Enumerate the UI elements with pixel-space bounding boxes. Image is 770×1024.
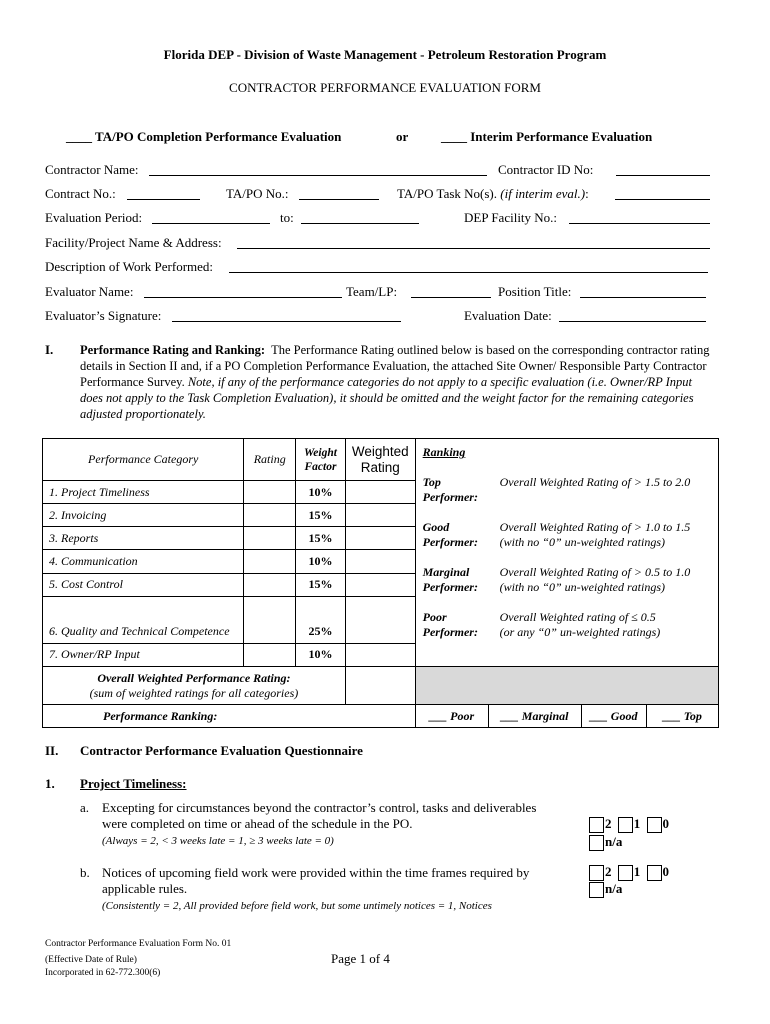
rating-cell-6[interactable] [244, 596, 296, 643]
facility-name-label: Facility/Project Name & Address: [45, 235, 222, 250]
weighted-cell-7[interactable] [345, 643, 415, 666]
item-a-choice-na: n/a [605, 834, 623, 849]
evaluator-signature-label: Evaluator’s Signature: [45, 308, 162, 323]
rank-option-poor[interactable]: ___ Poor [416, 705, 489, 727]
ranking-legend [415, 439, 718, 667]
rank-poor-desc2: (or any “0” un-weighted ratings) [499, 625, 661, 639]
footer-info [45, 938, 231, 980]
evaluator-row [45, 284, 710, 300]
performance-ranking-label: Performance Ranking: [43, 705, 416, 728]
overall-rating-title: Overall Weighted Performance Rating: [97, 670, 291, 685]
weight-2: 15% [296, 504, 346, 527]
rating-cell-2[interactable] [244, 504, 296, 527]
contractor-name-label: Contractor Name: [45, 162, 139, 177]
rank-option-marginal[interactable]: ___ Marginal [489, 705, 582, 727]
ranking-heading: Ranking [422, 445, 466, 459]
item-b-na [589, 881, 622, 898]
description-field[interactable] [229, 272, 708, 273]
item-b-choice-2: 2 [605, 864, 612, 879]
facility-row [45, 235, 710, 251]
rank-poor-desc [500, 610, 661, 640]
item-a-text [102, 800, 536, 849]
section1-note: Note, if any of the performance categories do not apply to a specific evaluation (i.e. Owner/RP Input does not apply to the Task Completion Evaluation), it should be omitted and the weight factor for the remaining categories adjusted proportionately. [80, 375, 694, 421]
section1-paragraph [80, 342, 710, 422]
evaluator-name-label: Evaluator Name: [45, 284, 134, 299]
category-7: 7. Owner/RP Input [43, 643, 244, 666]
period-end-field[interactable] [301, 223, 419, 224]
weighted-cell-6[interactable] [345, 596, 415, 643]
weight-5: 15% [296, 573, 346, 596]
item-b-choice-0: 0 [662, 864, 669, 879]
weighted-cell-1[interactable] [345, 481, 415, 504]
item-b-hint: (Consistently = 2, All provided before field work, but some untimely notices = 1, Notices [102, 900, 492, 912]
section1-text: The Performance Rating outlined below is based on the corresponding contractor rating details in Section II and, if a PO Completion Performance Evaluation, the attached Site Owner/ Responsible Party Contractor Performance Survey. [80, 343, 710, 389]
interim-label: Interim Performance Evaluation [470, 129, 653, 144]
completion-label: TA/PO Completion Performance Evaluation [95, 129, 342, 144]
rank-good-desc1: Overall Weighted Rating of > 1.0 to 1.5 [499, 520, 691, 534]
rating-cell-1[interactable] [244, 481, 296, 504]
evaluator-name-field[interactable] [144, 297, 342, 298]
rank-option-top[interactable]: ___ Top [662, 709, 702, 723]
completion-blank: ____ [66, 129, 92, 144]
interim-blank: ____ [441, 129, 467, 144]
description-label: Description of Work Performed: [45, 259, 214, 274]
rank-marginal-desc1: Overall Weighted Rating of > 0.5 to 1.0 [499, 565, 691, 579]
item-b-box-2[interactable] [589, 865, 604, 881]
overall-rating-label [43, 667, 346, 705]
performance-table [42, 438, 719, 728]
item-b-box-0[interactable] [647, 865, 662, 881]
contract-no-field[interactable] [127, 199, 200, 200]
dep-facility-field[interactable] [569, 223, 710, 224]
item-b-choices [589, 864, 669, 881]
rank-marginal-desc [500, 565, 691, 595]
interim-eval-option[interactable] [441, 129, 652, 145]
header-rating: Rating [244, 439, 296, 481]
item-a-choices [589, 816, 669, 833]
ranking-options [415, 705, 718, 728]
item-a-text1: Excepting for circumstances beyond the contractor’s control, tasks and deliverables [102, 800, 537, 815]
category-2: 2. Invoicing [43, 504, 244, 527]
item-b-box-na[interactable] [589, 882, 604, 898]
q1-number: 1. [45, 776, 55, 791]
weighted-cell-4[interactable] [345, 550, 415, 573]
rating-cell-4[interactable] [244, 550, 296, 573]
item-b-text [102, 865, 529, 914]
period-row [45, 210, 710, 226]
q1-heading: Project Timeliness: [80, 776, 187, 791]
completion-eval-option[interactable] [66, 129, 341, 145]
section1-number: I. [45, 342, 54, 357]
evaluator-signature-field[interactable] [172, 321, 401, 322]
form-title: CONTRACTOR PERFORMANCE EVALUATION FORM [229, 80, 541, 95]
item-b-choice-na: n/a [605, 881, 623, 896]
evaluation-date-label: Evaluation Date: [464, 308, 552, 323]
category-6: 6. Quality and Technical Competence [43, 596, 244, 643]
contractor-row [45, 162, 710, 178]
team-lp-field[interactable] [411, 297, 491, 298]
position-title-label: Position Title: [498, 284, 572, 299]
footer-incorporated: Incorporated in 62-772.300(6) [45, 968, 161, 978]
category-1: 1. Project Timeliness [43, 481, 244, 504]
section1-heading: Performance Rating and Ranking: [80, 343, 266, 357]
section2-heading: Contractor Performance Evaluation Questionnaire [80, 743, 363, 758]
header-weight-factor: Weight Factor [296, 439, 346, 481]
tapo-task-text: TA/PO Task No(s). [397, 186, 498, 201]
overall-rating-cell[interactable] [345, 667, 415, 705]
item-a-box-0[interactable] [647, 817, 662, 833]
item-a-letter: a. [80, 800, 90, 815]
team-lp-label: Team/LP: [346, 284, 398, 299]
evaluation-date-field[interactable] [559, 321, 706, 322]
rank-top-desc: Overall Weighted Rating of > 1.5 to 2.0 [499, 475, 691, 489]
overall-rating-sub: (sum of weighted ratings for all categories) [89, 685, 299, 700]
rank-good-desc [500, 520, 691, 550]
period-start-field[interactable] [152, 223, 270, 224]
item-a-hint: (Always = 2, < 3 weeks late = 1, ≥ 3 weeks late = 0) [102, 835, 334, 847]
rank-poor-label: Poor Performer: [422, 610, 478, 639]
weighted-cell-2[interactable] [345, 504, 415, 527]
rank-good-desc2: (with no “0” un-weighted ratings) [499, 535, 665, 549]
rating-cell-7[interactable] [244, 643, 296, 666]
category-5: 5. Cost Control [43, 573, 244, 596]
item-b-text1: Notices of upcoming field work were provided within the time frames required by [102, 865, 530, 880]
rank-poor-desc1: Overall Weighted rating of ≤ 0.5 [499, 610, 656, 624]
weight-4: 10% [296, 550, 346, 573]
evaluation-period-label: Evaluation Period: [45, 210, 143, 225]
footer-form-no: Contractor Performance Evaluation Form No. 01 [45, 939, 232, 949]
item-a-na [589, 834, 622, 851]
item-a-box-2[interactable] [589, 817, 604, 833]
contractor-name-field[interactable] [149, 175, 487, 176]
tapo-task-field[interactable] [615, 199, 710, 200]
contractor-id-label: Contractor ID No: [498, 162, 594, 177]
rank-option-good[interactable]: ___ Good [582, 705, 647, 727]
item-b-text2: applicable rules. [102, 881, 188, 896]
signature-row [45, 308, 710, 324]
rating-cell-3[interactable] [244, 527, 296, 550]
contractor-id-field[interactable] [616, 175, 710, 176]
contract-no-label: Contract No.: [45, 186, 116, 201]
rank-top-label: Top Performer: [422, 475, 478, 504]
footer-effective: (Effective Date of Rule) [45, 955, 137, 965]
dep-facility-label: DEP Facility No.: [464, 210, 558, 225]
category-3: 3. Reports [43, 527, 244, 550]
weight-1: 10% [296, 481, 346, 504]
tapo-no-label: TA/PO No.: [226, 186, 289, 201]
page-number: Page 1 of 4 [331, 951, 390, 966]
rank-marginal-label: Marginal Performer: [422, 565, 478, 594]
item-b-box-1[interactable] [618, 865, 633, 881]
tapo-task-note: (if interim eval.) [500, 186, 586, 201]
category-4: 4. Communication [43, 550, 244, 573]
agency-header: Florida DEP - Division of Waste Management - Petroleum Restoration Program [163, 47, 607, 62]
tapo-no-field[interactable] [299, 199, 379, 200]
description-row [45, 259, 710, 275]
header-weighted-rating: Weighted Rating [345, 439, 415, 481]
item-a-box-1[interactable] [618, 817, 633, 833]
item-a-choice-0: 0 [662, 816, 669, 831]
item-a-text2: were completed on time or ahead of the schedule in the PO. [102, 816, 413, 831]
contract-row [45, 186, 710, 202]
weighted-cell-3[interactable] [345, 527, 415, 550]
item-b-letter: b. [80, 865, 90, 880]
header-category: Performance Category [43, 439, 244, 481]
rank-good-label: Good Performer: [422, 520, 478, 549]
facility-name-field[interactable] [237, 248, 710, 249]
or-label: or [396, 129, 409, 144]
weight-3: 15% [296, 527, 346, 550]
weight-7: 10% [296, 643, 346, 666]
weighted-cell-5[interactable] [345, 573, 415, 596]
item-a-box-na[interactable] [589, 835, 604, 851]
to-label: to: [280, 210, 294, 225]
rating-cell-5[interactable] [244, 573, 296, 596]
item-a-choice-1: 1 [633, 816, 641, 831]
tapo-task-label: TA/PO Task No(s). (if interim eval.): [397, 186, 589, 201]
overall-shaded-cell [415, 667, 718, 705]
item-b-choice-1: 1 [633, 864, 641, 879]
section2-number: II. [45, 743, 59, 758]
rank-marginal-desc2: (with no “0” un-weighted ratings) [499, 580, 665, 594]
position-title-field[interactable] [580, 297, 706, 298]
item-a-choice-2: 2 [605, 816, 612, 831]
weight-6: 25% [296, 596, 346, 643]
